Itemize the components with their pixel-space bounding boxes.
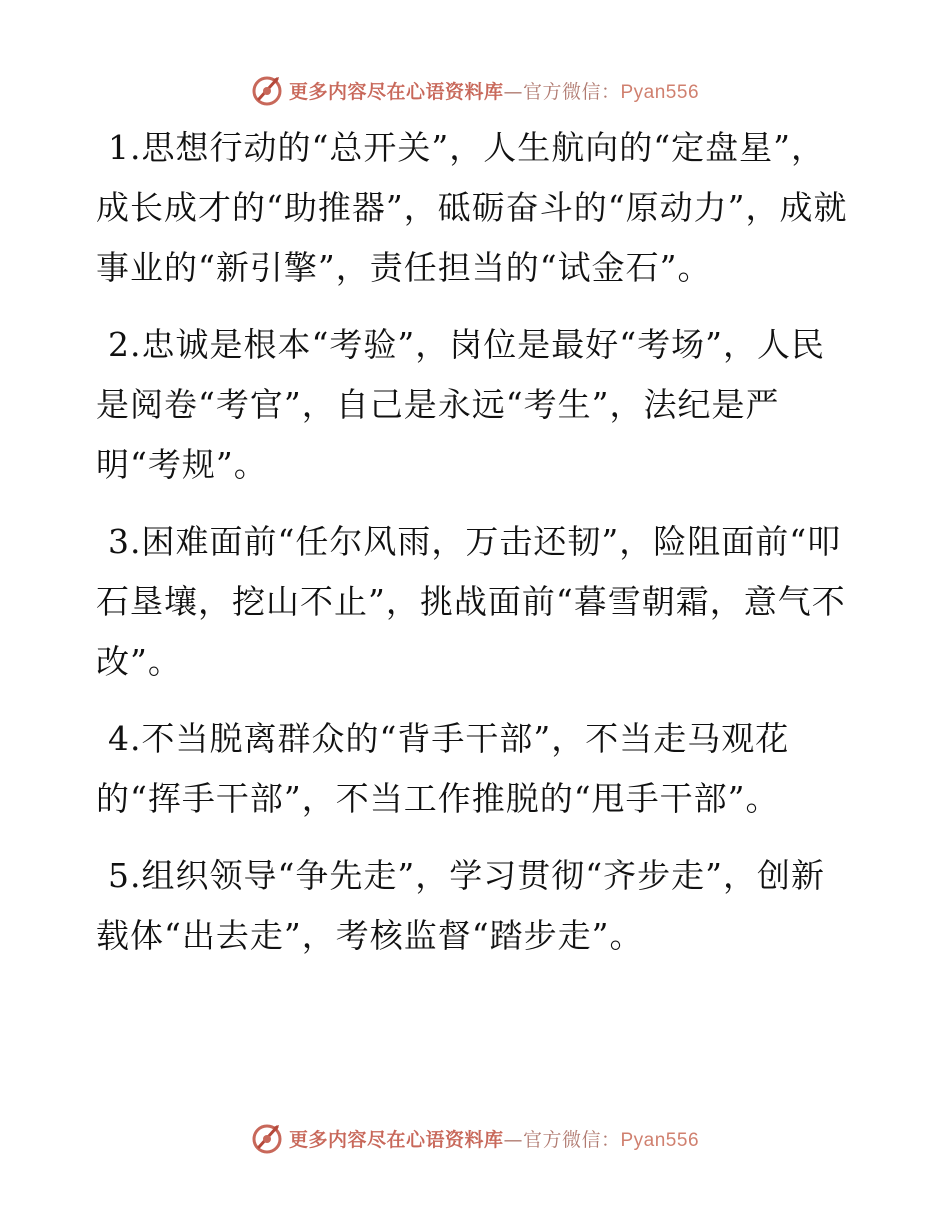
watermark-text [289,77,699,104]
watermark-main: 更多内容尽在心语资料库 [288,1128,504,1151]
header-watermark [0,70,950,110]
list-item: 5.组织领导“争先走”，学习贯彻“齐步走”，创新载体“出去走”，考核监督“踏步走”。 [96,856,825,955]
list-item: 4.不当脱离群众的“背手干部”，不当走马观花的“挥手干部”，不当工作推脱的“甩手干部”。 [96,719,790,818]
watermark-main: 更多内容尽在心语资料库 [288,80,504,103]
document-body [96,118,852,983]
watermark-id: Pyan556 [620,81,700,103]
watermark-sub: —官方微信： [503,80,621,103]
footer-watermark [0,1118,950,1158]
list-item: 3.困难面前“任尔风雨，万击还韧”，险阻面前“叩石垦壤，挖山不止”，挑战面前“暮雪朝霜，意气不改”。 [96,522,846,681]
list-item: 2.忠诚是根本“考验”，岗位是最好“考场”，人民是阅卷“考官”，自己是永远“考生”，法纪是严明“考规”。 [96,325,825,484]
logo-icon [251,1121,285,1155]
logo-icon [251,73,285,107]
watermark-text [289,1125,699,1152]
list-item: 1.思想行动的“总开关”，人生航向的“定盘星”，成长成才的“助推器”，砥砺奋斗的“原动力”，成就事业的“新引擎”，责任担当的“试金石”。 [96,128,848,287]
watermark-id: Pyan556 [620,1129,700,1151]
watermark-sub: —官方微信： [503,1128,621,1151]
